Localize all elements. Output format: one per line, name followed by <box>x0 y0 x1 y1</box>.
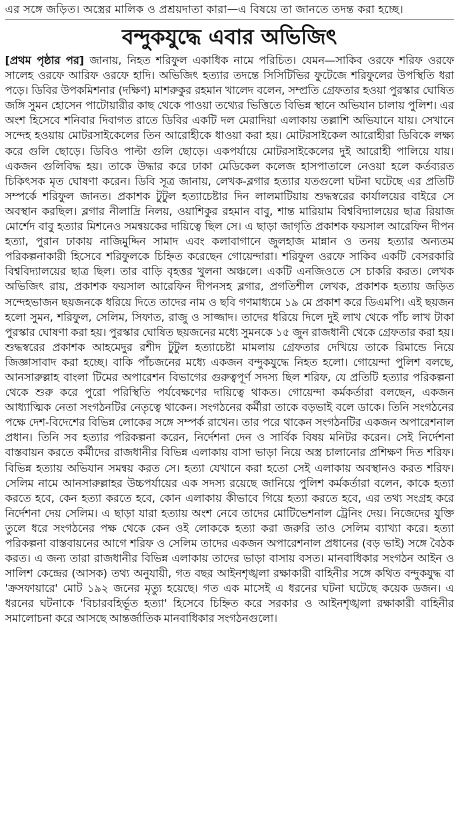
continuation-marker: [প্রথম পৃষ্ঠার পর] <box>5 54 85 67</box>
previous-article-tail: এর সঙ্গে জড়িত। অস্ত্রের মালিক ও প্রশ্রয়দাতা কারা—এ বিষয়ে তা জানতে তদন্ত করা হচ্ছে। <box>5 2 454 20</box>
article-headline: বন্দুকযুদ্ধে এবার অভিজিৎ <box>122 25 337 49</box>
article-body <box>5 53 454 627</box>
article-body-text: জানায়, নিহত শরিফুল একাধিক নামে পরিচিত। যেমন—সাকিব ওরফে শরিফ ওরফে সালেহ ওরফে আরিফ ওরফে হাদি। অভিজিৎ হত্যার তদন্তে সিসিটিভির ফুটেজে শরিফুলের উপস্থিতি ধরা পড়ে। ডিবির উপকমিশনার (দক্ষিণ) মাশরুকুর রহমান খালেদ বলেন, সম্প্রতি গ্রেফতার হওয়া পুরস্কার ঘোষিত জঙ্গি সুমন হোসেন পাটোয়ারীর কাছ থেকে পাওয়া তথ্যের ভিত্তিতে বিভিন্ন স্থানে অভিযান চালায় পুলিশ। এর অংশ হিসেবে শনিবার দিবাগত রাতে ডিবির একটি দল মেরাদিয়া এলাকায় তল্লাশি অভিযানে যায়। সেখানে সন্দেহ হওয়ায় মোটরসাইকেলের তিন আরোহীকে ধাওয়া করা হয়। মোটরসাইকেল আরোহীরা ডিবিকে লক্ষ্য করে গুলি ছোড়ে। ডিবিও পাল্টা গুলি ছোড়ে। একপর্যায়ে মোটরসাইকেলের দুই আরোহী পালিয়ে যায়। একজন গুলিবিদ্ধ হয়। তাকে উদ্ধার করে ঢাকা মেডিকেল কলেজ হাসপাতালে নেওয়া হলে কর্তব্যরত চিকিৎসক মৃত ঘোষণা করেন। ডিবি সূত্র জানায়, লেখক-ব্লগার হত্যার যতগুলো ঘটনা ঘটেছে এর প্রতিটি সম্পর্কে শরিফুল জানত। প্রকাশক টুটুল হত্যাচেষ্টার দিন লালমাটিয়ায় শুদ্ধস্বরের কার্যালয়ের বাইরে সে অবস্থান করছিল। ব্লগার নীলাদ্রি নিলয়, ওয়াশিকুর রহমান বাবু, শান্ত মারিয়াম বিশ্ববিদ্যালয়ের ছাত্র রিয়াজ মোর্শেদ বাবু হত্যার মিশনেও সমন্বয়কের দায়িত্বে ছিল সে। এ ছাড়া জাগৃতি প্রকাশক ফয়সাল আরেফিন দীপন হত্যা, পুরান ঢাকায় নাজিমুদ্দিন সামাদ এবং কলাবাগানে জুলহাজ মান্নান ও তনয় হত্যার অন্যতম পরিকল্পনাকারী হিসেবে শরিফুলকে চিহ্নিত করেছেন গোয়েন্দারা। শরিফুল ওরফে সাকিব একটি বেসরকারি বিশ্ববিদ্যালয়ের ছাত্র ছিল। তার বাড়ি বৃহত্তর খুলনা অঞ্চলে। একটি এনজিওতে সে চাকরি করত। লেখক অভিজিৎ রায়, প্রকাশক ফয়সাল আরেফিন দীপনসহ ব্লগার, প্রগতিশীল লেখক, প্রকাশক হত্যায় জড়িত সন্দেহভাজন ছয়জনকে ধরিয়ে দিতে তাদের নাম ও ছবি গণমাধ্যমে ১৯ মে প্রকাশ করে ডিএমপি। এই ছয়জন হলো সুমন, শরিফুল, সেলিম, সিফাত, রাজু ও সাজ্জাদ। তাদের ধরিয়ে দিলে দুই লাখ থেকে পাঁচ লাখ টাকা পুরস্কার ঘোষণা করা হয়। পুরস্কার ঘোষিত ছয়জনের মধ্যে সুমনকে ১৫ জুন রাজধানী থেকে গ্রেফতার করা হয়। শুদ্ধস্বরের প্রকাশক আহমেদুর রশীদ টুটুল হত্যাচেষ্টা মামলায় গ্রেফতার দেখিয়ে তাকে রিমান্ডে নিয়ে জিজ্ঞাসাবাদ করা হচ্ছে। বাকি পাঁচজনের মধ্যে একজন বন্দুকযুদ্ধে নিহত হলো। গোয়েন্দা পুলিশ বলছে, আনসারুল্লাহ বাংলা টিমের অপারেশন বিভাগের গুরুত্বপূর্ণ সদস্য ছিল শরিফ, যে প্রতিটি হত্যার পরিকল্পনা থেকে শুরু করে পুরো পরিস্থিতি পর্যবেক্ষণের দায়িত্বে থাকত। গোয়েন্দা কর্মকর্তারা বলছেন, একজন আধ্যাত্মিক নেতা সংগঠনটির নেতৃত্বে থাকেন। সংগঠনের কর্মীরা তাকে বড়ভাই বলে ডাকে। তিনি সংগঠনের পক্ষে দেশ-বিদেশের বিভিন্ন লোকের সঙ্গে সম্পর্ক রাখেন। তার পরে থাকেন সংগঠনটির একজন অপারেশনাল প্রধান। তিনি সব হত্যার পরিকল্পনা করেন, নির্দেশনা দেন ও সার্বিক বিষয় মনিটর করেন। সেই নির্দেশনা বাস্তবায়ন করতে কর্মীদের রাজধানীর বিভিন্ন এলাকায় বাসা ভাড়া নিয়ে অস্ত্র চালানোর প্রশিক্ষণ দিত শরিফ। বিভিন্ন হত্যায় অভিযান সমন্বয় করত সে। হত্যা যেখানে করা হতো সেই এলাকায় অবস্থানও করত শরিফ। সেলিম নামে আনসারুল্লাহর উচ্চপর্যায়ের এক সদস্য রয়েছে জানিয়ে পুলিশ কর্মকর্তারা বলেন, কাকে হত্যা করতে হবে, কেন হত্যা করতে হবে, কোন এলাকায় কীভাবে গিয়ে হত্যা করতে হবে, এর তথ্য সংগ্রহ করে নির্দেশনা দেয় সেলিম। এ ছাড়া যারা হত্যায় অংশ নেবে তাদের মোটিভেশনাল ট্রেনিং দেয়। নিজেদের যুক্তি তুলে ধরে সংগঠনের পক্ষ থেকে কেন ওই লোককে হত্যা করা জরুরি তাও সেলিম ব্যাখ্যা করে। হত্যা পরিকল্পনা বাস্তবায়নের আগে শরিফ ও সেলিম তাদের একজন অপারেশনাল প্রধানের (বড় ভাই) সঙ্গে বৈঠক করত। এ জন্য তারা রাজধানীর বিভিন্ন এলাকায় তাদের ভাড়া বাসায় বসত। মানবাধিকার সংগঠন আইন ও সালিশ কেন্দ্রের (আসক) তথ্য অনুযায়ী, গত বছর আইনশৃঙ্খলা রক্ষাকারী বাহিনীর সঙ্গে কথিত বন্দুকযুদ্ধ বা 'ক্রসফায়ারে' মোট ১৯২ জনের মৃত্যু হয়েছে। গত এক মাসেই এ ধরনের ঘটনা ঘটেছে কয়েক ডজন। এ ধরনের ঘটনাকে 'বিচারবহির্ভূত হত্যা' হিসেবে চিহ্নিত করে সরকার ও আইনশৃঙ্খলা রক্ষাকারী বাহিনীর সমালোচনা করে আসছে আন্তর্জাতিক মানবাধিকার সংগঠনগুলো। <box>5 54 454 626</box>
